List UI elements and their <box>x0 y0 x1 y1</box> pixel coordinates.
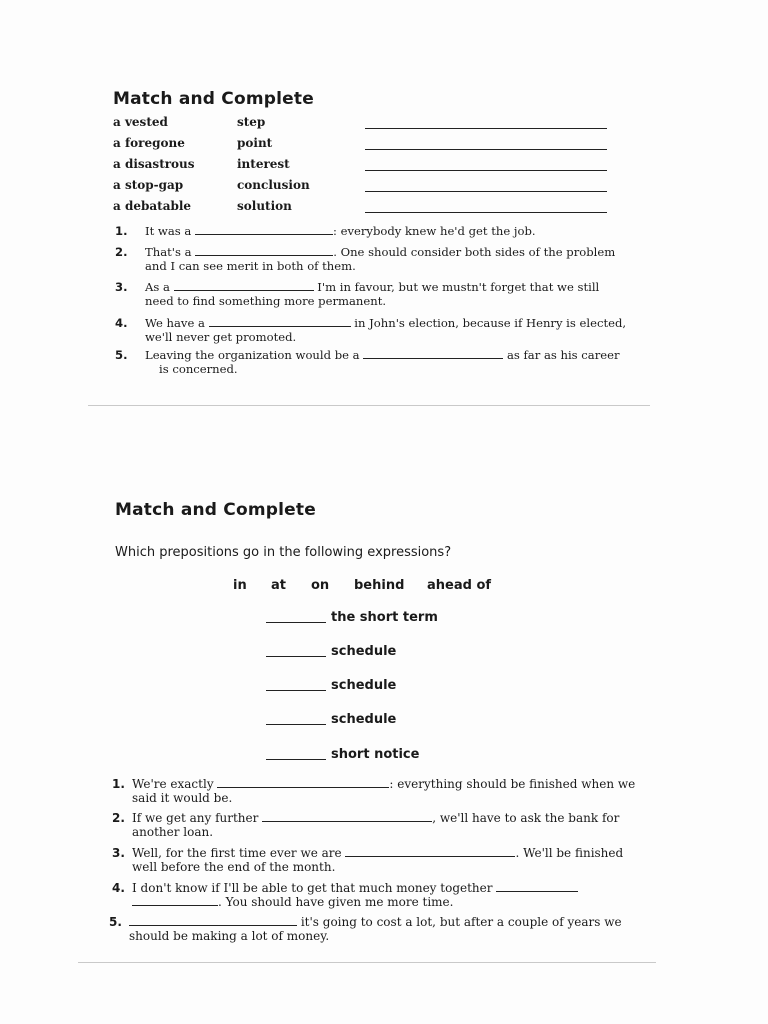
answer-line[interactable] <box>365 128 607 129</box>
exercise-text: : everything should be finished when we <box>389 777 636 791</box>
expression-blank[interactable] <box>266 724 326 725</box>
exercise-number: 3. <box>115 280 128 294</box>
fill-blank[interactable] <box>195 224 333 235</box>
exercise-text: We have a <box>145 316 205 330</box>
match-left: a disastrous <box>113 157 195 171</box>
exercise-number: 5. <box>109 915 122 929</box>
answer-line[interactable] <box>365 191 607 192</box>
section-divider <box>88 405 650 406</box>
preposition-option: ahead of <box>427 578 492 593</box>
exercise-text-cont: well before the end of the month. <box>132 860 336 874</box>
match-left: a debatable <box>113 199 192 213</box>
fill-blank[interactable] <box>217 777 389 788</box>
exercise-text: As a <box>145 280 170 294</box>
exercise-text: I don't know if I'll be able to get that much money together <box>132 881 493 895</box>
match-right: conclusion <box>237 178 310 192</box>
answer-line[interactable] <box>365 212 607 213</box>
section-divider <box>78 962 656 963</box>
exercise-number: 1. <box>115 224 128 238</box>
fill-blank[interactable] <box>209 316 351 327</box>
section2-instructions: Which prepositions go in the following expressions? <box>115 545 452 560</box>
exercise-text: in John's election, because if Henry is elected, <box>354 316 627 330</box>
match-left: a foregone <box>113 136 185 150</box>
answer-line[interactable] <box>365 149 607 150</box>
exercise-text-cont: another loan. <box>132 825 214 839</box>
exercise-text: If we get any further <box>132 811 259 825</box>
fill-blank[interactable] <box>363 348 503 359</box>
exercise-text: Well, for the first time ever we are <box>132 846 342 860</box>
exercise-number: 1. <box>112 777 125 791</box>
match-left: a stop-gap <box>113 178 184 192</box>
exercise-text: We're exactly <box>132 777 214 791</box>
expression-text: short notice <box>331 747 420 762</box>
expression-text: the short term <box>331 610 438 625</box>
exercise-text-cont: need to find something more permanent. <box>145 294 387 308</box>
exercise-number: 4. <box>115 316 128 330</box>
exercise-text: I'm in favour, but we mustn't forget that we still <box>317 280 600 294</box>
exercise-text-cont: is concerned. <box>159 362 238 376</box>
expression-blank[interactable] <box>266 656 326 657</box>
exercise-text-cont: . You should have given me more time. <box>218 895 454 909</box>
exercise-text: , we'll have to ask the bank for <box>432 811 620 825</box>
expression-blank[interactable] <box>266 622 326 623</box>
exercise-number: 5. <box>115 348 128 362</box>
expression-text: schedule <box>331 644 397 659</box>
expression-blank[interactable] <box>266 759 326 760</box>
exercise-text: as far as his career <box>506 348 620 362</box>
exercise-text: . One should consider both sides of the problem <box>333 245 616 259</box>
preposition-option: in <box>233 578 247 593</box>
fill-blank[interactable] <box>129 915 297 926</box>
exercise-text: . We'll be finished <box>515 846 624 860</box>
exercise-number: 2. <box>115 245 128 259</box>
fill-blank[interactable] <box>345 846 515 857</box>
preposition-option: behind <box>354 578 405 593</box>
expression-text: schedule <box>331 678 397 693</box>
preposition-option: on <box>311 578 330 593</box>
fill-blank[interactable] <box>132 895 218 906</box>
exercise-number: 2. <box>112 811 125 825</box>
match-left: a vested <box>113 115 168 129</box>
expression-text: schedule <box>331 712 397 727</box>
fill-blank[interactable] <box>496 881 578 892</box>
exercise-text-cont: we'll never get promoted. <box>145 330 297 344</box>
exercise-text-cont: should be making a lot of money. <box>129 929 330 943</box>
fill-blank[interactable] <box>262 811 432 822</box>
exercise-number: 4. <box>112 881 125 895</box>
exercise-text: That's a <box>145 245 192 259</box>
fill-blank[interactable] <box>195 245 333 256</box>
exercise-number: 3. <box>112 846 125 860</box>
exercise-text: it's going to cost a lot, but after a couple of years we <box>300 915 622 929</box>
match-right: point <box>237 136 273 150</box>
exercise-text: : everybody knew he'd get the job. <box>333 224 536 238</box>
preposition-option: at <box>271 578 286 593</box>
match-right: interest <box>237 157 290 171</box>
exercise-text-cont: said it would be. <box>132 791 233 805</box>
match-right: solution <box>237 199 292 213</box>
fill-blank[interactable] <box>174 280 314 291</box>
expression-blank[interactable] <box>266 690 326 691</box>
exercise-text: Leaving the organization would be a <box>145 348 360 362</box>
match-right: step <box>237 115 266 129</box>
section2-title: Match and Complete <box>115 500 316 520</box>
exercise-text: It was a <box>145 224 192 238</box>
section1-title: Match and Complete <box>113 89 314 109</box>
exercise-text-cont: and I can see merit in both of them. <box>145 259 356 273</box>
answer-line[interactable] <box>365 170 607 171</box>
